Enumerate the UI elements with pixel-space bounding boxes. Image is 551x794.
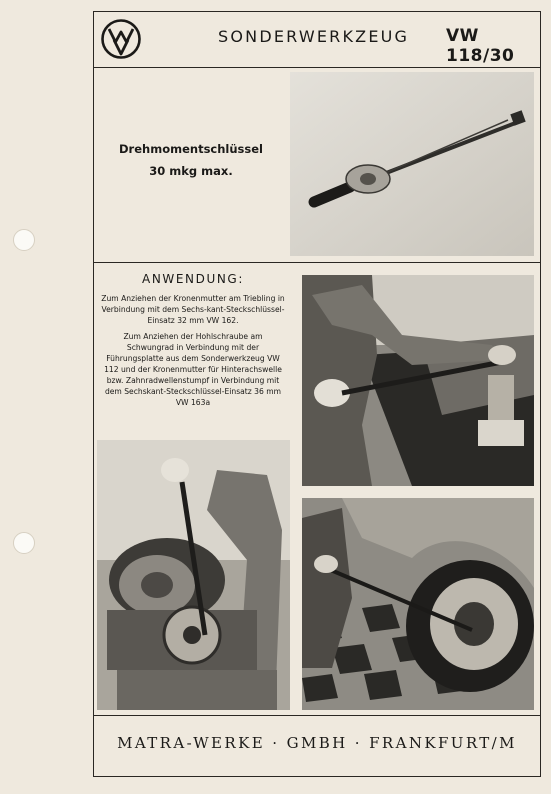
footer-company: MATRA-WERKE · GMBH · FRANKFURT/M: [117, 734, 517, 752]
usage-paragraph-1: Zum Anziehen der Kronenmutter am Triebling in Verbindung mit dem Sechs-kant-Steckschlüssel-Einsatz 32 mm VW 162.: [101, 294, 285, 325]
punch-hole-bottom: [13, 532, 35, 554]
photo-torque-wrench: [290, 72, 534, 256]
tool-spec: 30 mkg max.: [149, 164, 233, 178]
tool-name: Drehmomentschlüssel: [119, 142, 263, 156]
usage-text: [101, 293, 285, 413]
punch-hole-top: [13, 229, 35, 251]
photo-wheel-hub: [302, 498, 534, 710]
tool-code: VW 118/30: [446, 26, 515, 66]
photo-pinion-nut: [302, 275, 534, 486]
vw-logo: [101, 19, 141, 59]
photo-flywheel: [97, 440, 290, 710]
usage-heading: ANWENDUNG:: [142, 272, 244, 286]
divider-footer: [93, 715, 541, 716]
divider-tool: [93, 262, 541, 263]
divider-header: [93, 67, 541, 68]
tool-name-block: [100, 138, 282, 182]
usage-paragraph-2: Zum Anziehen der Hohlschraube am Schwungrad in Verbindung mit der Führungsplatte aus dem Sonderwerkzeug VW 112 und der Kronenmutter für Hinterachswelle bzw. Zahnradwellenstumpf in Verbindung mit dem Sechskant-Steckschlüssel-Einsatz 36 mm VW 163a: [104, 332, 282, 407]
header-title: SONDERWERKZEUG: [218, 27, 410, 46]
